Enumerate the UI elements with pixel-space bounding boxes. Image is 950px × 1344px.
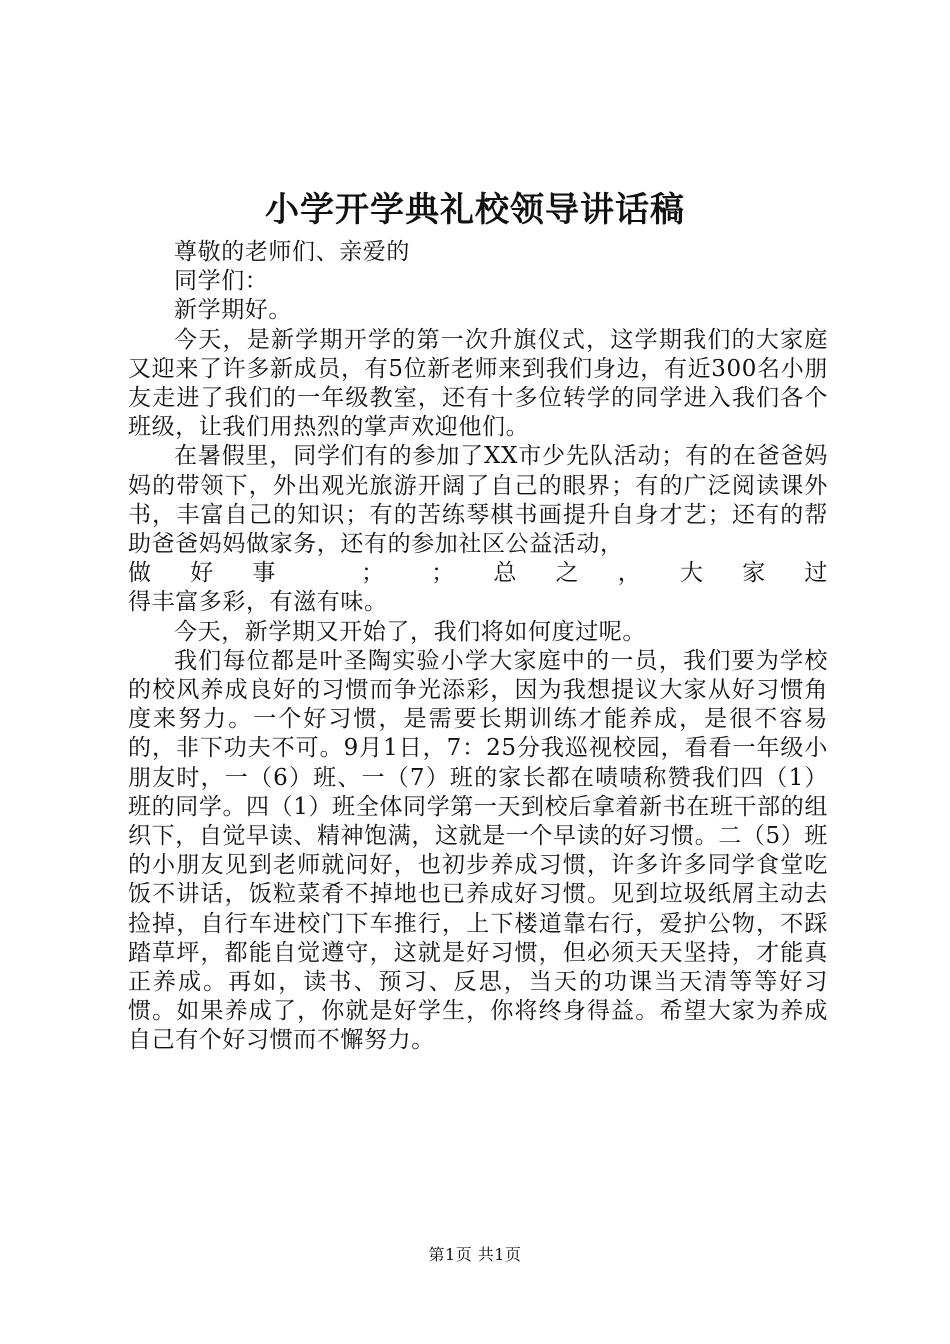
document-title: 小学开学典礼校领导讲话稿 [265,190,685,230]
paragraph-new-term: 今天，新学期又开始了，我们将如何度过呢。 [174,618,646,645]
paragraph-good-deeds: 做好事 ； ；总之，大家过 [128,560,828,587]
paragraph-summer: 在暑假里，同学们有的参加了XX市少先队活动；有的在爸爸妈妈的带领下，外出观光旅游开阔了自己的眼界；有的广泛阅读课外书，丰富自己的知识；有的苦练琴棋书画提升自身才艺；还有的帮助爸爸妈妈做家务，还有的参加社区公益活动， [128,443,828,558]
paragraph-salutation: 尊敬的老师们、亲爱的 [174,239,410,265]
document-body [128,238,828,1056]
paragraph-summer-end: 得丰富多彩，有滋有味。 [128,589,388,616]
page-footer: 第1页 共1页 [428,1245,522,1264]
paragraph-habits: 我们每位都是叶圣陶实验小学大家庭中的一员，我们要为学校的校风养成良好的习惯而争光添彩，因为我想提议大家从好习惯角度来努力。一个好习惯，是需要长期训练才能养成，是很不容易的，非下功夫不可。9月1日，7：25分我巡视校园，看看一年级小朋友时，一（6）班、一（7）班的家长都在啧啧称赞我们四（1）班的同学。四（1）班全体同学第一天到校后拿着新书在班干部的组织下，自觉早读、精神饱满，这就是一个早读的好习惯。二（5）班的小朋友见到老师就问好，也初步养成习惯，许多许多同学食堂吃饭不讲话，饭粒菜肴不掉地也已养成好习惯。见到垃圾纸屑主动去捡掉，自行车进校门下车推行，上下楼道靠右行，爱护公物，不踩踏草坪，都能自觉遵守，这就是好习惯，但必须天天坚持，才能真正养成。再如，读书、预习、反思，当天的功课当天清等等好习惯。如果养成了，你就是好学生，你将终身得益。希望大家为养成自己有个好习惯而不懈努力。 [128,647,828,1054]
paragraph-salutation-cont: 同学们： [174,268,269,295]
paragraph-greeting: 新学期好。 [174,297,292,324]
paragraph-welcome: 今天，是新学期开学的第一次升旗仪式，这学期我们的大家庭又迎来了许多新成员，有5位新老师来到我们身边，有近300名小朋友走进了我们的一年级教室，还有十多位转学的同学进入我们各个班级，让我们用热烈的掌声欢迎他们。 [128,326,828,441]
